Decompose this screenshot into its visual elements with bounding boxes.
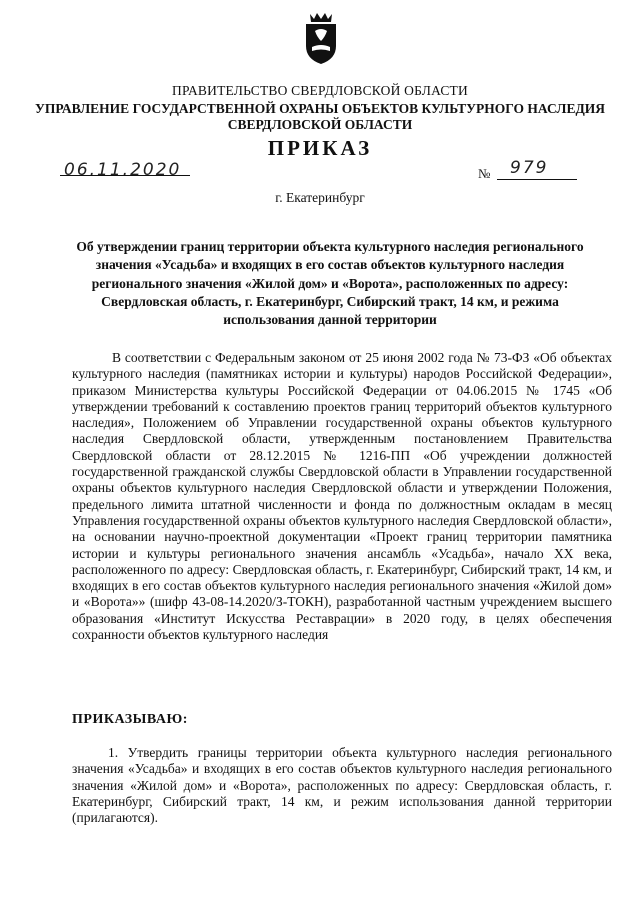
city: г. Екатеринбург (275, 190, 365, 205)
order-subject: Об утверждении границ территории объекта культурного наследия регионального значения «Усадьба» и входящих в его состав объектов культурного наследия регионального значения «Жилой дом» и «Ворота», расположенных по адресу: Свердловская область, г. Екатеринбург, Сибирский тракт, 14 км, и режима использования данной территории (76, 239, 584, 328)
document-title: ПРИКАЗ (267, 136, 373, 160)
date-underline (60, 174, 190, 176)
department-line-2: СВЕРДЛОВСКОЙ ОБЛАСТИ (227, 117, 413, 132)
number-underline (497, 178, 577, 180)
order-item-1: 1. Утвердить границы территории объекта культурного наследия регионального значения «Усадьба» и входящих в его состав объектов культурного наследия регионального значения «Жилой дом» и «Ворота», расположенных по адресу: Свердловская область, г. Екатеринбург, Сибирский тракт, 14 км, и режим использования данной территории (прилагаются). (72, 745, 612, 826)
order-keyword: ПРИКАЗЫВАЮ: (72, 712, 188, 727)
department-line-1: УПРАВЛЕНИЕ ГОСУДАРСТВЕННОЙ ОХРАНЫ ОБЪЕКТОВ КУЛЬТУРНОГО НАСЛЕДИЯ (34, 101, 606, 116)
preamble-paragraph: В соответствии с Федеральным законом от 25 июня 2002 года № 73-ФЗ «Об объектах культурного наследия (памятниках истории и культуры) народов Российской Федерации», приказом Министерства культуры Российской Федерации от 04.06.2015 № 1745 «Об утверждении требований к составлению проектов границ территорий объектов культурного наследия», Положением об Управлении государственной охраны объектов культурного наследия Свердловской области, утвержденным постановлением Правительства Свердловской области от 28.12.2015 № 1216-ПП «Об учреждении должностей государственной гражданской службы Свердловской области в Управлении государственной охраны объектов культурного наследия Свердловской области и утверждении Положения, предельного лимита штатной численности и фонда по должностным окладам в месяц Управления государственной охраны объектов культурного наследия Свердловской области», на основании научно-проектной документации «Проект границ территории памятника истории и культуры регионального значения ансамбль «Усадьба», начало XX века, расположенного по адресу: Свердловская область, г. Екатеринбург, Сибирский тракт, 14 км, и входящих в его состав объектов культурного наследия регионального значения «Жилой дом» и «Ворота»» (шифр 43-08-14.2020/З-ТОКН), разработанной частным учреждением высшего образования «Институт Искусства Реставрации» в 2020 году, в целях обеспечения сохранности объектов культурного наследия (72, 350, 612, 643)
order-date: 06.11.2020 (64, 160, 182, 180)
number-label: № (478, 166, 491, 181)
order-number: 979 (510, 158, 549, 178)
government-name: ПРАВИТЕЛЬСТВО СВЕРДЛОВСКОЙ ОБЛАСТИ (172, 83, 468, 98)
sverdlovsk-coat-of-arms-icon (303, 10, 339, 66)
department-name (0, 101, 640, 133)
